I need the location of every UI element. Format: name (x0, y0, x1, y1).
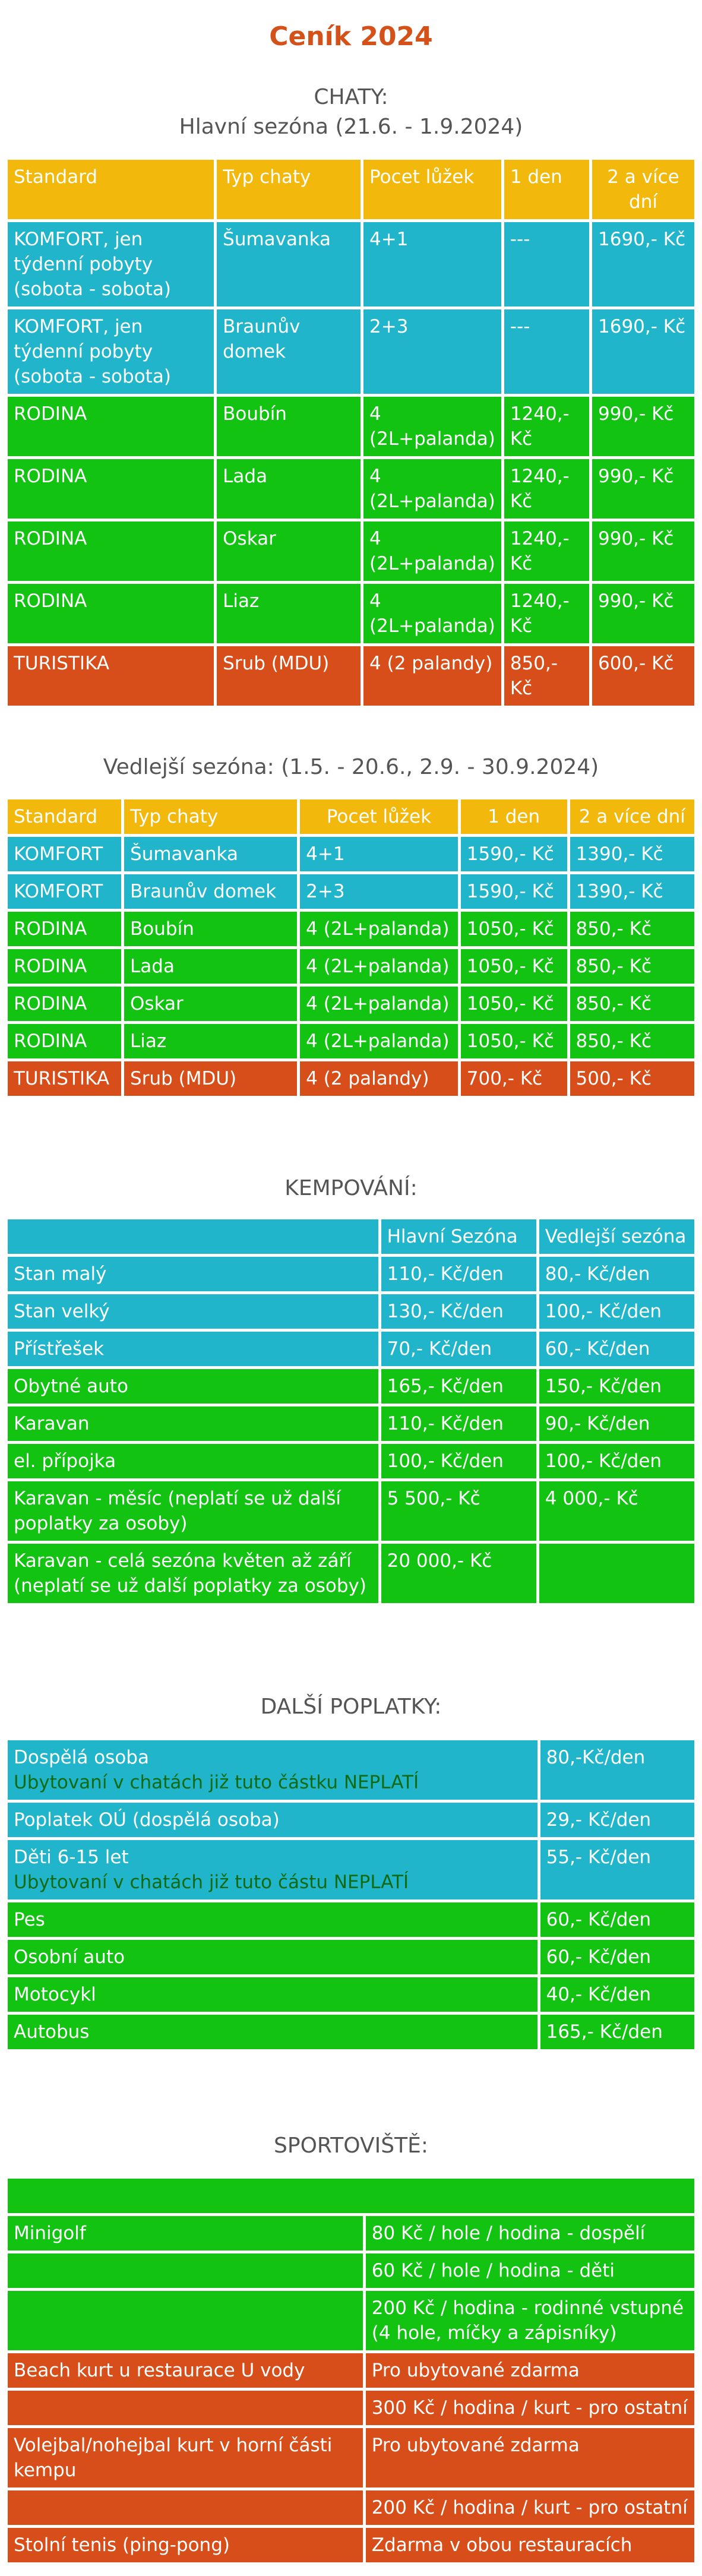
cell-sport-item: Volejbal/nohejbal kurt v horní části kempu (8, 2428, 363, 2488)
table-row (8, 1740, 694, 1800)
cell-camping-item: Stan malý (8, 1257, 378, 1291)
table-row (8, 2353, 694, 2388)
table-row (8, 1902, 694, 1937)
cell-sport-item: Beach kurt u restaurace U vody (8, 2353, 363, 2388)
cell-standard: TURISTIKA (8, 646, 214, 706)
cell-standard: KOMFORT, jen týdenní pobyty (sobota - sobota) (8, 309, 214, 394)
cell-price-more-days: 1390,- Kč (570, 837, 694, 871)
cell-camping-item: Karavan - měsíc (neplatí se už další poplatky za osoby) (8, 1481, 378, 1541)
cell-chalet-type: Lada (124, 949, 297, 984)
sport-table (5, 2176, 697, 2565)
cell-beds: 4 (2 palandy) (363, 646, 501, 706)
cell-camping-item: Obytné auto (8, 1369, 378, 1404)
cell-chalet-type: Liaz (217, 584, 361, 643)
cell-standard: KOMFORT (8, 874, 121, 909)
cell-standard: RODINA (8, 397, 214, 456)
table-header-row (8, 799, 694, 834)
header-beds: Pocet lůžek (363, 160, 501, 219)
cell-price-day: 1050,- Kč (461, 949, 567, 984)
cell-beds: 4 (2L+palanda) (363, 584, 501, 643)
cell-price-day: 1590,- Kč (461, 874, 567, 909)
cell-price-day: 850,- Kč (504, 646, 589, 706)
cell-chalet-type: Boubín (217, 397, 361, 456)
table-row (8, 1061, 694, 1096)
table-row (8, 222, 694, 306)
table-row (8, 1332, 694, 1366)
cell-camping-item: el. přípojka (8, 1444, 378, 1478)
cell-chalet-type: Boubín (124, 912, 297, 946)
sport-heading: SPORTOVIŠTĚ: (274, 2134, 428, 2158)
cell-beds: 2+3 (363, 309, 501, 394)
cell-price-more-days: 500,- Kč (570, 1061, 694, 1096)
cell-chalet-type: Braunův domek (217, 309, 361, 394)
main-season-title: Hlavní sezóna (21.6. - 1.9.2024) (179, 115, 523, 139)
table-row (8, 912, 694, 946)
table-row (8, 1406, 694, 1441)
cell-price-more-days: 1690,- Kč (592, 309, 694, 394)
cell-standard: RODINA (8, 1024, 121, 1058)
header-day: 1 den (504, 160, 589, 219)
cell-price-side-season: 4 000,- Kč (539, 1481, 694, 1541)
cell-fee-item (8, 1840, 537, 1899)
cell-price-more-days: 990,- Kč (592, 459, 694, 519)
table-row (8, 1840, 694, 1899)
fee-item-label: Osobní auto (14, 1946, 125, 1968)
cell-price-day: 1050,- Kč (461, 987, 567, 1021)
fee-item-note: Ubytovaní v chatách již tuto částu NEPLATÍ (14, 1872, 409, 1893)
cell-sport-item (8, 2391, 363, 2425)
cell-fee-item (8, 2015, 537, 2049)
cell-price-more-days: 850,- Kč (570, 987, 694, 1021)
cell-price-day: 700,- Kč (461, 1061, 567, 1096)
table-row (8, 2291, 694, 2350)
cell-price-side-season: 90,- Kč/den (539, 1406, 694, 1441)
table-row (8, 521, 694, 581)
cell-price-more-days: 850,- Kč (570, 1024, 694, 1058)
fee-item-label: Děti 6-15 let (14, 1847, 129, 1868)
cell-price-more-days: 850,- Kč (570, 949, 694, 984)
cell-price-day: 1240,- Kč (504, 584, 589, 643)
cell-price-main-season: 5 500,- Kč (381, 1481, 536, 1541)
header-type: Typ chaty (217, 160, 361, 219)
table-header-row (8, 160, 694, 219)
table-row (8, 1481, 694, 1541)
cell-standard: TURISTIKA (8, 1061, 121, 1096)
cell-chalet-type: Liaz (124, 1024, 297, 1058)
cell-sport-item (8, 2490, 363, 2525)
cell-beds: 4 (2L+palanda) (300, 949, 458, 984)
cell-price-more-days: 1690,- Kč (592, 222, 694, 306)
cell-price-side-season: 150,- Kč/den (539, 1369, 694, 1404)
cell-price-day: 1050,- Kč (461, 912, 567, 946)
cell-price-side-season: 60,- Kč/den (539, 1332, 694, 1366)
fee-item-label: Poplatek OÚ (dospělá osoba) (14, 1809, 280, 1831)
cell-sport-price: 200 Kč / hodina - rodinné vstupné (4 hole, míčky a zápisníky) (366, 2291, 694, 2350)
cell-fee-price: 60,- Kč/den (540, 1940, 694, 1974)
cell-price-main-season: 165,- Kč/den (381, 1369, 536, 1404)
cell-beds: 2+3 (300, 874, 458, 909)
cell-fee-item (8, 1902, 537, 1937)
cell-standard: RODINA (8, 521, 214, 581)
table-row (8, 459, 694, 519)
table-row (8, 1369, 694, 1404)
cell-fee-price: 80,-Kč/den (540, 1740, 694, 1800)
cell-standard: RODINA (8, 584, 214, 643)
table-row (8, 1803, 694, 1837)
table-row (8, 874, 694, 909)
table-row (8, 1294, 694, 1329)
cell-fee-price: 55,- Kč/den (540, 1840, 694, 1899)
table-row (8, 309, 694, 394)
cell-standard: RODINA (8, 987, 121, 1021)
table-row (8, 646, 694, 706)
cell-chalet-type: Srub (MDU) (124, 1061, 297, 1096)
cell-fee-price: 40,- Kč/den (540, 1977, 694, 2012)
header-day: 1 den (461, 799, 567, 834)
fee-item-label: Motocykl (14, 1984, 96, 2005)
cell-beds: 4 (2L+palanda) (363, 397, 501, 456)
table-row (8, 2490, 694, 2525)
cell-price-side-season: 100,- Kč/den (539, 1444, 694, 1478)
cell-standard: RODINA (8, 459, 214, 519)
table-row (8, 1940, 694, 1974)
table-row (8, 2253, 694, 2288)
cell-price-side-season: 100,- Kč/den (539, 1294, 694, 1329)
cell-price-day: --- (504, 222, 589, 306)
cell-standard: RODINA (8, 912, 121, 946)
table-row (8, 1257, 694, 1291)
header-standard: Standard (8, 160, 214, 219)
poplatky-heading: DALŠÍ POPLATKY: (260, 1695, 442, 1719)
cell-price-day: 1590,- Kč (461, 837, 567, 871)
header-more-days: 2 a více dní (570, 799, 694, 834)
table-row (8, 949, 694, 984)
cell-fee-price: 60,- Kč/den (540, 1902, 694, 1937)
cell-beds: 4 (2L+palanda) (300, 1024, 458, 1058)
fee-item-label: Pes (14, 1909, 45, 1930)
cell-price-day: 1240,- Kč (504, 397, 589, 456)
fee-item-note: Ubytovaní v chatách již tuto částku NEPLATÍ (14, 1772, 419, 1793)
camping-table (5, 1216, 697, 1606)
cell-beds: 4 (2L+palanda) (363, 521, 501, 581)
table-row (8, 1544, 694, 1603)
table-row (8, 987, 694, 1021)
cell-sport-price: 200 Kč / hodina / kurt - pro ostatní (366, 2490, 694, 2525)
table-row (8, 584, 694, 643)
cell-chalet-type: Oskar (124, 987, 297, 1021)
cell-chalet-type: Lada (217, 459, 361, 519)
cell-sport-price: Pro ubytované zdarma (366, 2428, 694, 2488)
table-row (8, 837, 694, 871)
chaty-heading: CHATY: (314, 85, 388, 109)
cell-standard: KOMFORT (8, 837, 121, 871)
table-row (8, 2391, 694, 2425)
cell-fee-price: 29,- Kč/den (540, 1803, 694, 1837)
cell-sport-item (8, 2253, 363, 2288)
cell-beds: 4+1 (363, 222, 501, 306)
header-item (8, 1219, 378, 1254)
cell-price-main-season: 110,- Kč/den (381, 1257, 536, 1291)
cell-chalet-type: Šumavanka (124, 837, 297, 871)
header-main-season: Hlavní Sezóna (381, 1219, 536, 1254)
table-row (8, 2015, 694, 2049)
table-row (8, 1444, 694, 1478)
cell-sport-price: Pro ubytované zdarma (366, 2353, 694, 2388)
cell-price-more-days: 990,- Kč (592, 521, 694, 581)
table-header-row (8, 1219, 694, 1254)
cell-price-day: 1240,- Kč (504, 459, 589, 519)
cell-price-more-days: 600,- Kč (592, 646, 694, 706)
cell-beds: 4+1 (300, 837, 458, 871)
cell-chalet-type: Braunův domek (124, 874, 297, 909)
cell-fee-item (8, 1803, 537, 1837)
table-row (8, 397, 694, 456)
fee-item-label: Autobus (14, 2021, 90, 2043)
table-row (8, 1977, 694, 2012)
header-side-season: Vedlejší sezóna (539, 1219, 694, 1254)
cell-sport-item (8, 2291, 363, 2350)
page-title: Ceník 2024 (269, 21, 433, 52)
sport-header-row (8, 2179, 694, 2213)
main-season-table (5, 157, 697, 709)
side-season-title: Vedlejší sezóna: (1.5. - 20.6., 2.9. - 30.9.2024) (103, 755, 599, 779)
cell-price-day: 1050,- Kč (461, 1024, 567, 1058)
cell-price-day: 1240,- Kč (504, 521, 589, 581)
cell-fee-item (8, 1740, 537, 1800)
fees-table (5, 1737, 697, 2052)
cell-beds: 4 (2L+palanda) (300, 912, 458, 946)
side-season-table (5, 796, 697, 1099)
cell-sport-item: Stolní tenis (ping-pong) (8, 2528, 363, 2562)
cell-price-more-days: 990,- Kč (592, 584, 694, 643)
cell-price-more-days: 850,- Kč (570, 912, 694, 946)
cell-sport-price: 80 Kč / hole / hodina - dospělí (366, 2216, 694, 2251)
cell-sport-price: 60 Kč / hole / hodina - děti (366, 2253, 694, 2288)
cell-sport-price: 300 Kč / hodina / kurt - pro ostatní (366, 2391, 694, 2425)
cell-fee-item (8, 1940, 537, 1974)
header-type: Typ chaty (124, 799, 297, 834)
cell-price-day: --- (504, 309, 589, 394)
kempovani-heading: KEMPOVÁNÍ: (284, 1176, 418, 1200)
cell-price-side-season: 80,- Kč/den (539, 1257, 694, 1291)
table-row (8, 2428, 694, 2488)
cell-chalet-type: Šumavanka (217, 222, 361, 306)
table-row (8, 1024, 694, 1058)
cell-standard: KOMFORT, jen týdenní pobyty (sobota - sobota) (8, 222, 214, 306)
cell-beds: 4 (2L+palanda) (300, 987, 458, 1021)
cell-camping-item: Karavan - celá sezóna květen až září (neplatí se už další poplatky za osoby) (8, 1544, 378, 1603)
cell-beds: 4 (2L+palanda) (363, 459, 501, 519)
cell-price-main-season: 70,- Kč/den (381, 1332, 536, 1366)
cell-fee-item (8, 1977, 537, 2012)
fee-item-label: Dospělá osoba (14, 1747, 149, 1768)
cell-price-side-season (539, 1544, 694, 1603)
cell-chalet-type: Oskar (217, 521, 361, 581)
cell-price-main-season: 130,- Kč/den (381, 1294, 536, 1329)
cell-camping-item: Přístřešek (8, 1332, 378, 1366)
cell-price-main-season: 20 000,- Kč (381, 1544, 536, 1603)
cell-sport-price: Zdarma v obou restauracích (366, 2528, 694, 2562)
header-beds: Pocet lůžek (300, 799, 458, 834)
cell-fee-price: 165,- Kč/den (540, 2015, 694, 2049)
cell-camping-item: Karavan (8, 1406, 378, 1441)
table-row (8, 2216, 694, 2251)
header-standard: Standard (8, 799, 121, 834)
sport-header-bar (8, 2179, 694, 2213)
header-more-days: 2 a více dní (592, 160, 694, 219)
cell-chalet-type: Srub (MDU) (217, 646, 361, 706)
cell-camping-item: Stan velký (8, 1294, 378, 1329)
table-row (8, 2528, 694, 2562)
cell-price-main-season: 100,- Kč/den (381, 1444, 536, 1478)
cell-price-main-season: 110,- Kč/den (381, 1406, 536, 1441)
cell-standard: RODINA (8, 949, 121, 984)
cell-beds: 4 (2 palandy) (300, 1061, 458, 1096)
cell-sport-item: Minigolf (8, 2216, 363, 2251)
cell-price-more-days: 990,- Kč (592, 397, 694, 456)
cell-price-more-days: 1390,- Kč (570, 874, 694, 909)
